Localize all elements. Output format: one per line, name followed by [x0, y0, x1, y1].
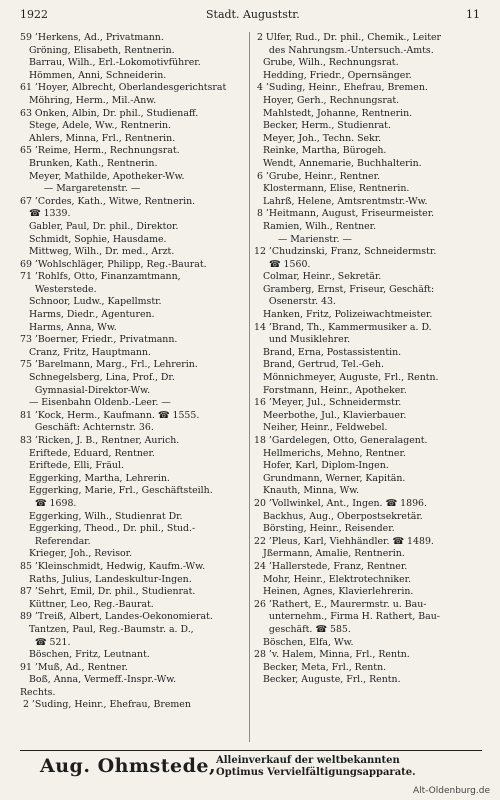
advert-line-1: Alleinverkauf der weltbekannten	[216, 755, 400, 766]
directory-entry: Barrau, Wilh., Erl.-Lokomotivführer.	[20, 57, 201, 69]
header-year: 1922	[20, 8, 48, 21]
directory-entry: 83 ’Ricken, J. B., Rentner, Aurich.	[20, 435, 180, 446]
directory-entry: Colmar, Heinr., Sekretär.	[254, 271, 382, 283]
directory-entry: Schmidt, Sophie, Hausdame.	[20, 233, 167, 245]
directory-entry: 67 ’Cordes, Kath., Witwe, Rentnerin.	[20, 195, 196, 207]
directory-entry: Küttner, Leo, Reg.-Baurat.	[20, 598, 154, 610]
directory-entry: Hoyer, Gerh., Rechnungsrat.	[254, 94, 400, 106]
directory-entry: 75 ’Barelmann, Marg., Frl., Lehrerin.	[20, 359, 198, 371]
directory-entry: ☎ 1560.	[254, 258, 311, 270]
directory-entry: Lahrß, Helene, Amtsrentmstr.-Ww.	[254, 195, 428, 207]
directory-entry: Cranz, Fritz, Hauptmann.	[20, 346, 151, 358]
directory-entry: 65 ’Reime, Herm., Rechnungsrat.	[20, 145, 180, 157]
directory-entry: 12 ’Chudzinski, Franz, Schneidermstr.	[254, 246, 437, 258]
directory-entry: — Eisenbahn Oldenb.-Leer. —	[20, 397, 171, 409]
directory-entry: 69 ’Wohlschläger, Philipp, Reg.-Baurat.	[20, 258, 207, 270]
directory-entry: Mahlstedt, Johanne, Rentnerin.	[254, 107, 413, 119]
directory-entry: 59 ’Herkens, Ad., Privatmann.	[20, 32, 164, 43]
directory-entry: 16 ’Meyer, Jul., Schneidermstr.	[254, 397, 402, 409]
directory-entry: Osenerstr. 43.	[254, 296, 336, 308]
directory-entry: unternehm., Firma H. Rathert, Bau-	[254, 611, 440, 623]
directory-entry: Backhus, Aug., Oberpostsekretär.	[254, 510, 423, 522]
directory-entry: ☎ 1339.	[20, 208, 71, 220]
directory-entry: Börsting, Heinr., Reisender.	[254, 523, 395, 535]
directory-entry: Neiher, Heinr., Feldwebel.	[254, 422, 388, 434]
directory-entry: Klostermann, Elise, Rentnerin.	[254, 183, 410, 195]
directory-entry: Becker, Auguste, Frl., Rentn.	[254, 674, 401, 686]
directory-entry: und Musiklehrer.	[254, 334, 351, 346]
directory-entry: 2 Ulfer, Rud., Dr. phil., Chemik., Leiter	[254, 32, 442, 43]
directory-entry: ☎ 521.	[20, 636, 71, 648]
directory-entry: 28 ’v. Halem, Minna, Frl., Rentn.	[254, 649, 410, 661]
directory-entry: Westerstede.	[20, 283, 97, 295]
directory-entry: Böschen, Fritz, Leutnant.	[20, 649, 150, 661]
directory-entry: 2 ’Suding, Heinr., Ehefrau, Bremen	[20, 699, 191, 711]
directory-entry: 63 Onken, Albin, Dr. phil., Studienaff.	[20, 107, 199, 119]
directory-entry: 6 ’Grube, Heinr., Rentner.	[254, 170, 381, 182]
directory-entry: Becker, Meta, Frl., Rentn.	[254, 661, 387, 673]
directory-entry: 18 ’Gardelegen, Otto, Generalagent.	[254, 435, 428, 446]
directory-entry: Boß, Anna, Vermeff.-Inspr.-Ww.	[20, 674, 177, 686]
directory-entry: Ahlers, Minna, Frl., Rentnerin.	[20, 132, 176, 144]
directory-entry: Eggerking, Marie, Frl., Geschäftsteilh.	[20, 485, 213, 497]
directory-entry: 89 ’Treiß, Albert, Landes-Oekonomierat.	[20, 611, 213, 623]
directory-entry: Eggerking, Theod., Dr. phil., Stud.-	[20, 523, 196, 535]
advert-line-2: Optimus Vervielfältigungsapparate.	[216, 767, 416, 778]
directory-entry: Möhring, Herm., Mil.-Anw.	[20, 94, 157, 106]
directory-entry: Wendt, Annemarie, Buchhalterin.	[254, 157, 422, 169]
directory-entry: Gymnasial-Direktor-Ww.	[20, 384, 151, 396]
directory-entry: Schnegelsberg, Lina, Prof., Dr.	[20, 372, 175, 384]
directory-entry: 24 ’Hallerstede, Franz, Rentner.	[254, 560, 408, 572]
directory-entry: Referendar.	[20, 535, 91, 547]
directory-entry: des Nahrungsm.-Untersuch.-Amts.	[254, 44, 434, 56]
directory-entry: Rechts.	[20, 686, 56, 698]
directory-entry: Meerbothe, Jul., Klavierbauer.	[254, 409, 407, 421]
directory-entry: 20 ’Vollwinkel, Ant., Ingen. ☎ 1896.	[254, 497, 427, 509]
directory-entry: 8 ’Heitmann, August, Friseurmeister.	[254, 208, 435, 220]
directory-entry: Knauth, Minna, Ww.	[254, 485, 360, 497]
left-column	[20, 32, 246, 712]
page-header	[20, 8, 480, 24]
directory-entry: Forstmann, Heinr., Apotheker.	[254, 384, 407, 396]
directory-entry: 26 ’Rathert, E., Maurermstr. u. Bau-	[254, 598, 427, 610]
directory-entry: 4 ’Suding, Heinr., Ehefrau, Bremen.	[254, 82, 428, 94]
directory-entry: 81 ’Kock, Herm., Kaufmann. ☎ 1555.	[20, 409, 200, 421]
page-number: 11	[466, 8, 480, 21]
directory-entry: Harms, Anna, Ww.	[20, 321, 117, 333]
directory-entry: Hofer, Karl, Diplom-Ingen.	[254, 460, 389, 472]
directory-entry: Ramien, Wilh., Rentner.	[254, 220, 377, 232]
directory-entry: Reinke, Martha, Bürogeh.	[254, 145, 387, 157]
directory-entry: — Marienstr. —	[254, 233, 352, 245]
directory-entry: Grundmann, Werner, Kapitän.	[254, 472, 406, 484]
directory-entry: 73 ’Boerner, Friedr., Privatmann.	[20, 334, 178, 346]
header-title: Stadt. Auguststr.	[206, 8, 300, 21]
directory-entry: Gramberg, Ernst, Friseur, Geschäft:	[254, 283, 435, 295]
directory-entry: Schnoor, Ludw., Kapellmstr.	[20, 296, 162, 308]
directory-entry: Krieger, Joh., Revisor.	[20, 548, 133, 560]
directory-entry: Eggerking, Martha, Lehrerin.	[20, 472, 170, 484]
directory-entry: Eriftede, Eduard, Rentner.	[20, 447, 155, 459]
directory-entry: Meyer, Joh., Techn. Sekr.	[254, 132, 382, 144]
directory-entry: Jßermann, Amalie, Rentnerin.	[254, 548, 405, 560]
directory-entry: Raths, Julius, Landeskultur-Ingen.	[20, 573, 192, 585]
directory-entry: ☎ 1698.	[20, 497, 77, 509]
directory-entry: Becker, Herm., Studienrat.	[254, 120, 391, 132]
directory-entry: Heinen, Agnes, Klavierlehrerin.	[254, 586, 414, 598]
directory-entry: 14 ’Brand, Th., Kammermusiker a. D.	[254, 321, 432, 333]
directory-entry: Tantzen, Paul, Reg.-Baumstr. a. D.,	[20, 623, 194, 635]
directory-entry: Mönnichmeyer, Auguste, Frl., Rentn.	[254, 372, 439, 384]
directory-entry: Geschäft: Achternstr. 36.	[20, 422, 154, 434]
directory-entry: Meyer, Mathilde, Apotheker-Ww.	[20, 170, 185, 182]
directory-entry: geschäft. ☎ 585.	[254, 623, 351, 635]
directory-entry: 91 ’Muß, Ad., Rentner.	[20, 661, 128, 673]
directory-entry: Hellmerichs, Mehno, Rentner.	[254, 447, 406, 459]
directory-entry: Brand, Gertrud, Tel.-Geh.	[254, 359, 384, 371]
right-column	[254, 32, 482, 687]
directory-entry: Gröning, Elisabeth, Rentnerin.	[20, 44, 175, 56]
directory-entry: Harms, Diedr., Agenturen.	[20, 309, 155, 321]
directory-entry: Hedding, Friedr., Opernsänger.	[254, 69, 412, 81]
directory-entry: 85 ’Kleinschmidt, Hedwig, Kaufm.-Ww.	[20, 560, 206, 572]
advert-name: Aug. Ohmstede,	[40, 755, 217, 777]
directory-entry: Grube, Wilh., Rechnungsrat.	[254, 57, 399, 69]
directory-entry: Eriftede, Elli, Fräul.	[20, 460, 124, 472]
directory-entry: Mittweg, Wilh., Dr. med., Arzt.	[20, 246, 175, 258]
column-divider	[249, 32, 250, 742]
directory-entry: 87 ’Sehrt, Emil, Dr. phil., Studienrat.	[20, 586, 196, 598]
directory-entry: Stege, Adele, Ww., Rentnerin.	[20, 120, 171, 132]
directory-entry: 71 ’Rohlfs, Otto, Finanzamtmann,	[20, 271, 181, 283]
directory-entry: 22 ’Pleus, Karl, Viehhändler. ☎ 1489.	[254, 535, 434, 547]
directory-entry: Brand, Erna, Postassistentin.	[254, 346, 402, 358]
directory-entry: Böschen, Elfa, Ww.	[254, 636, 354, 648]
watermark: Alt-Oldenburg.de	[412, 786, 490, 796]
directory-entry: Mohr, Heinr., Elektrotechniker.	[254, 573, 412, 585]
directory-entry: Hömmen, Anni, Schneiderin.	[20, 69, 167, 81]
directory-entry: Eggerking, Wilh., Studienrat Dr.	[20, 510, 183, 522]
directory-entry: Brunken, Kath., Rentnerin.	[20, 157, 158, 169]
directory-entry: Gabler, Paul, Dr. phil., Direktor.	[20, 220, 179, 232]
directory-entry: 61 ’Hoyer, Albrecht, Oberlandesgerichtsrat	[20, 82, 227, 94]
directory-entry: Hanken, Fritz, Polizeiwachtmeister.	[254, 309, 433, 321]
directory-entry: — Margaretenstr. —	[20, 183, 141, 195]
advertisement	[20, 750, 482, 779]
